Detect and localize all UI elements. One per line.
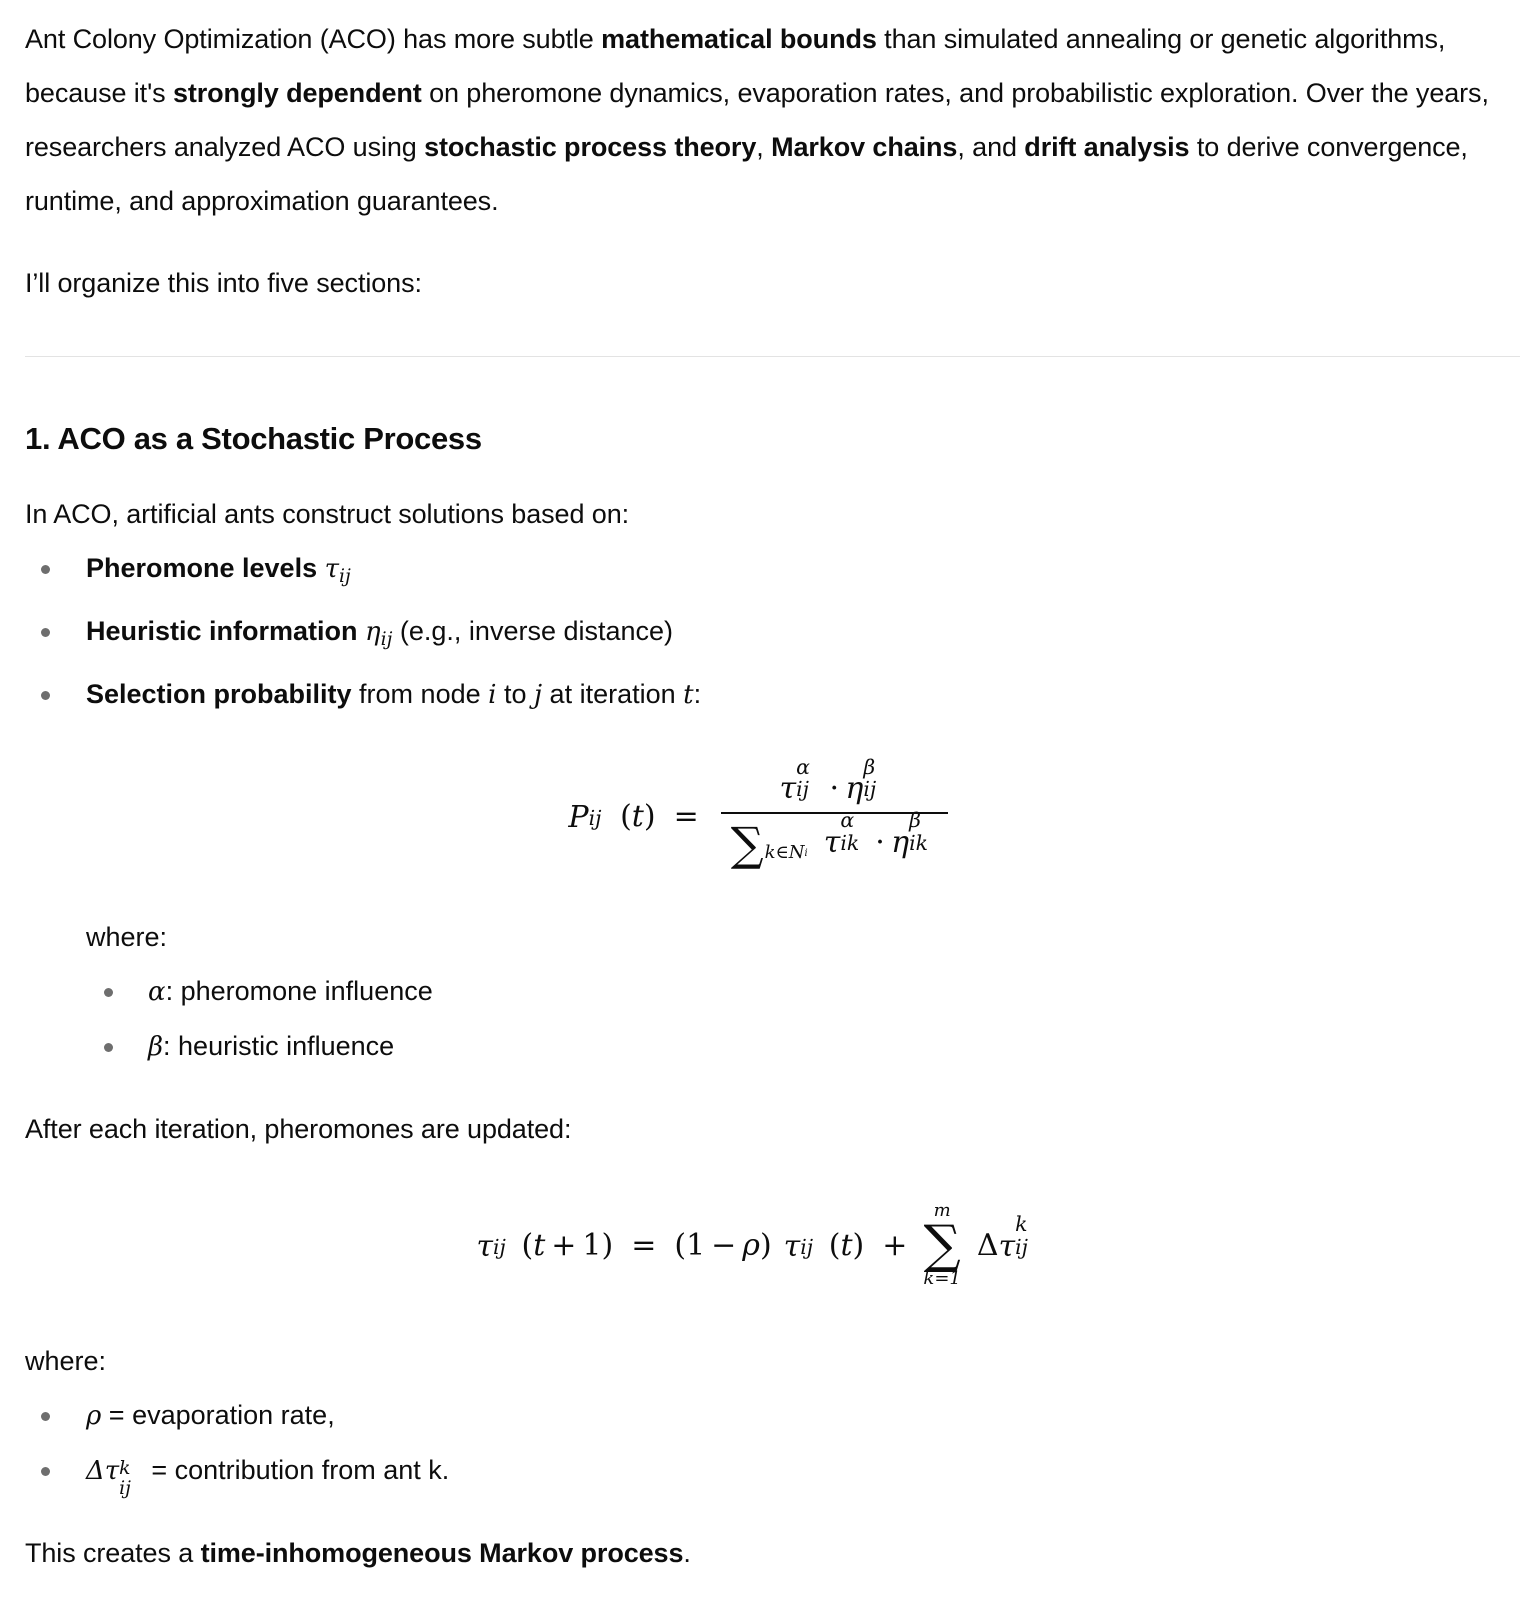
beta-symbol: β (148, 1031, 164, 1062)
eq1-denominator (721, 808, 948, 871)
sum-upper-limit: m (933, 1199, 951, 1221)
intro-seg-8: , and (957, 132, 1025, 162)
spacer (0, 357, 1520, 419)
spacer (0, 1074, 1520, 1102)
eq2-equals: = (631, 1227, 657, 1263)
equation-pheromone-update (0, 1199, 1520, 1290)
intro-seg-0: Ant Colony Optimization (ACO) has more subtle (25, 24, 602, 54)
eq2-close2: ) (759, 1227, 772, 1263)
rho-symbol: 𝜌 (86, 1401, 102, 1432)
variable-j: j (533, 680, 543, 711)
update-parameters-list (0, 1388, 1520, 1498)
where-label-1: where: (86, 921, 168, 952)
bullet-3-colon: : (693, 679, 702, 710)
section-heading-1: 1. ACO as a Stochastic Process (25, 421, 482, 456)
intro-seg-10: to derive convergence, runtime, and approximation guarantees. (25, 132, 1468, 216)
pheromone-update-lead: After each iteration, pheromones are updated: (25, 1113, 572, 1144)
eq2-close: ) (601, 1227, 614, 1263)
bullet-3-mid2: to (496, 679, 534, 710)
eq2-one2: 1 (686, 1227, 706, 1263)
equation-row (568, 754, 951, 871)
spacer (0, 1498, 1520, 1526)
eq1-paren-close: ) (643, 798, 656, 834)
closing-seg-0: This creates a (25, 1538, 201, 1569)
list-item (0, 1388, 1520, 1443)
tau-ij-symbol: 𝜏$_{ij}$ (324, 554, 351, 588)
closing-paragraph (0, 1526, 1520, 1580)
eq2-open3: ( (828, 1227, 841, 1263)
list-item (0, 1443, 1520, 1498)
bullet-3-label: Selection probability (86, 679, 352, 710)
closing-seg-2: . (683, 1538, 691, 1569)
eq2-open: ( (521, 1227, 534, 1263)
eq1-t: t (631, 798, 644, 834)
eq2-tau3: 𝜏 k ij (998, 1212, 1028, 1264)
parameters-list (0, 964, 1520, 1074)
equation-selection-probability (0, 754, 1520, 871)
eq1-paren-open: ( (620, 798, 632, 834)
eq1-den-eta: 𝜂 β ik (891, 808, 928, 861)
intro-paragraph-1 (0, 0, 1520, 228)
aco-components-list (0, 541, 1520, 722)
delta-tau-symbol: Δ𝜏 k ij (86, 1456, 131, 1499)
intro-seg-3-bold: strongly dependent (172, 78, 422, 108)
list-item (0, 604, 1520, 667)
eq1-numerator (769, 754, 898, 812)
eq1-equals: = (673, 798, 699, 834)
alpha-symbol: α (148, 976, 166, 1007)
eq2-minus: − (711, 1227, 737, 1263)
bullet-2-label: Heuristic information (86, 616, 358, 647)
eq2-tau2: 𝜏 ij (783, 1229, 814, 1264)
variable-i: i (488, 680, 497, 711)
bullet-1-label: Pheromone levels (86, 553, 318, 583)
eq1-den-tau: 𝜏 α ik (823, 808, 860, 861)
spacer (0, 1156, 1520, 1202)
spacer (0, 722, 1520, 768)
list-item (0, 964, 1520, 1019)
eq1-den-dot: ⋅ (874, 825, 886, 861)
intro-seg-9-bold: drift analysis (1024, 132, 1190, 162)
eq1-fraction (721, 754, 948, 871)
where-label-2: where: (25, 1346, 107, 1377)
intro-seg-5-bold: stochastic process theory (424, 132, 757, 162)
section1-lead-paragraph: In ACO, artificial ants construct solutions based on: (25, 499, 630, 529)
beta-description: : heuristic influence (163, 1030, 395, 1061)
variable-t: t (683, 680, 694, 711)
eq2-tau: 𝜏 ij (476, 1229, 506, 1264)
eq2-open2: ( (674, 1227, 687, 1263)
intro-seg-4: on pheromone dynamics, evaporation rates, and probabilistic exploration. Over the years, researchers analyzed ACO using (25, 78, 1489, 162)
eq1-num-eta: 𝜂 β ij (845, 754, 877, 807)
intro-seg-6: , (756, 132, 772, 162)
spacer (0, 310, 1520, 356)
eq2-one: 1 (582, 1227, 602, 1263)
spacer (0, 228, 1520, 256)
eq1-num-tau: 𝜏 α ij (779, 754, 810, 807)
rho-description: = evaporation rate, (101, 1400, 335, 1431)
bullet-3-mid3: at iteration (542, 679, 684, 710)
list-item (0, 1019, 1520, 1074)
eq2-t2: t (840, 1227, 853, 1263)
equation-row (476, 1199, 1043, 1290)
sigma-icon: ∑ (730, 816, 764, 871)
sum-lower-limit: k=1 (923, 1268, 961, 1290)
eta-ij-symbol: 𝜂$_{ij}$ (365, 617, 393, 651)
alpha-description: : pheromone influence (165, 975, 433, 1006)
bullet-3-mid1: from node (351, 679, 489, 710)
spacer (0, 1288, 1520, 1334)
eq2-rho: ρ (742, 1227, 760, 1263)
intro-seg-1-bold: mathematical bounds (601, 24, 877, 54)
eq2-summation (923, 1199, 961, 1290)
eq2-close3: ) (852, 1227, 865, 1263)
eq2-t: t (533, 1227, 546, 1263)
closing-seg-1-bold: time-inhomogeneous Markov process (200, 1538, 684, 1569)
delta-tau-description: = contribution from ant k. (143, 1455, 450, 1486)
eq1-sum (730, 816, 812, 871)
eq2-plus: + (551, 1227, 577, 1263)
list-item (0, 667, 1520, 722)
sigma-icon: ∑ (923, 1214, 961, 1275)
eq1-sum-limit: k∈N i (764, 841, 808, 863)
spacer (0, 459, 1520, 487)
intro-paragraph-2: I’ll organize this into five sections: (25, 268, 422, 298)
list-item (0, 541, 1520, 604)
eq1-num-dot: ⋅ (829, 771, 840, 807)
eq2-plus2: + (882, 1227, 908, 1263)
eq2-delta: Δ (976, 1227, 999, 1263)
bullet-2-rest: (e.g., inverse distance) (392, 616, 674, 647)
intro-seg-7-bold: Markov chains (771, 132, 958, 162)
intro-seg-2: than simulated annealing or genetic algorithms, because it's (25, 24, 1446, 108)
eq1-P: P ij (568, 800, 602, 836)
